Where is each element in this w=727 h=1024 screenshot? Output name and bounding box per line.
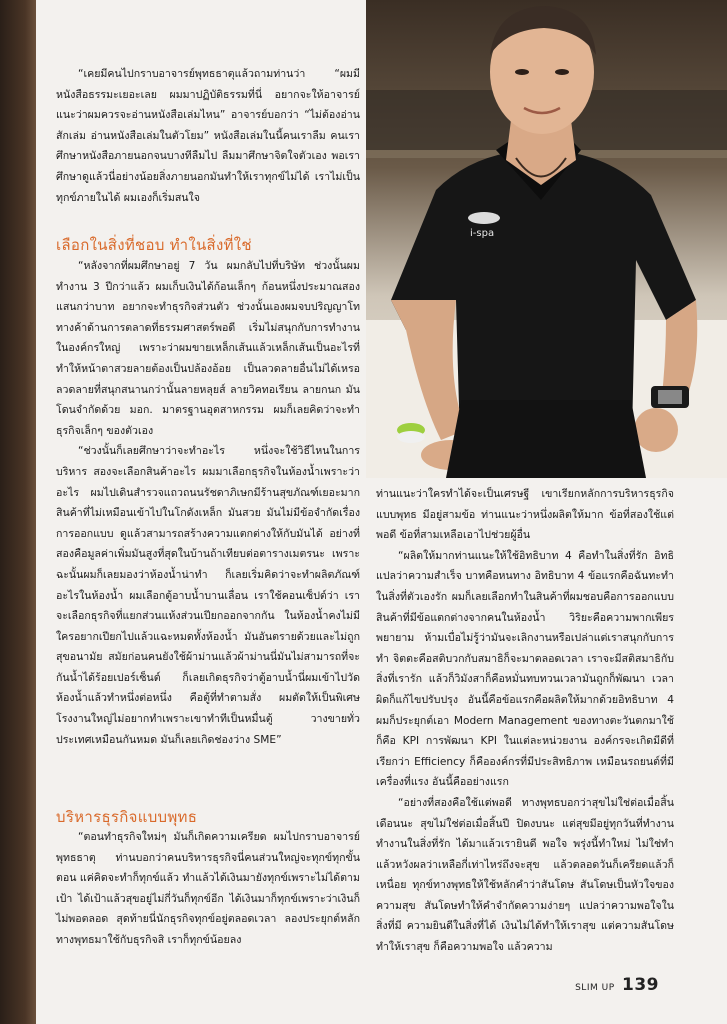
logo-text: i-spa <box>470 228 495 239</box>
intro-column <box>56 64 360 208</box>
section-heading-buddhist-business: บริหารธุรกิจแบบพุทธ <box>56 808 198 826</box>
portrait-illustration <box>366 0 727 478</box>
page-number: 139 <box>622 975 659 995</box>
right-column <box>376 484 674 958</box>
right-paragraph-0: ท่านแนะว่าใครทำได้จะเป็นเศรษฐี เขาเรียกหลักการบริหารธุรกิจแบบพุทธ มีอยู่สามข้อ ท่านแนะว่าหนึ่งผลิตให้มาก ข้อที่สองใช้แต่พอดี ข้อที่สามเหลือเอาไปช่วยผู้อื่น <box>376 488 674 542</box>
section2-paragraph-1: “ตอนทำธุรกิจใหม่ๆ มันก็เกิดความเครียด ผมไปกราบอาจารย์พุทธธาตุ ท่านบอกว่าคนบริหารธุรกิจนี่คนส่วนใหญ่จะทุกข์ทุกขั้นตอน แค่คิดจะทำก็ทุกข์แล้ว ทำแล้วได้เงินมายังทุกข์เพราะไม่ได้ตามเป้า ได้เป้าแล้วสุขอยู่ไม่กี่วันก็ทุกข์อีก ได้เงินมาก็ทุกข์เพราะว่าเงินก็ไม่พอตลอด สุดท้ายนี่นักธุรกิจทุกข์อยู่ตลอดเวลา ลองประยุกต์หลักทางพุทธมาใช้กับธุรกิจสิ เราก็ทุกข์น้อยลง <box>56 831 360 946</box>
section1-paragraph-2: “ช่วงนั้นก็เลยศึกษาว่าจะทำอะไร หนึ่งจะใช้วิธีไหนในการบริหาร สองจะเลือกสินค้าอะไร ผมมาเลือกธุรกิจในห้องน้ำเพราะว่าอะไร ผมไปเดินสำรวจแถวถนนรัชดาภิเษกมีร้านสุขภัณฑ์เยอะมาก สินค้าที่ไม่เหมือนเข้าไปในโกดังเหล็ก มันสวย มันไม่มีข้อจำกัดเรื่องการออกแบบ ดูแล้วสามารถสร้างความแตกต่างให้กับมันได้ อย่างที่สองคือมูลค่าเพิ่มมันสูงที่สุดในบ้านถ้าเทียบต่อตารางเมตรนะ เพราะฉะนั้นผมก็เลยมองว่าห้องน้ำน่าทำ ก็เลยเริ่มคิดว่าจะทำผลิตภัณฑ์อะไรในห้องน้ำ ผมเลือกตู้อาบน้ำบานเลื่อน เราใช้คอนเซ็ปต์ว่า เราจะเลือกธุรกิจที่แยกส่วนแห้งส่วนเปียกออกจากกัน ในห้องน้ำคงไม่มีใครอยากเปียกไปแล้วแฉะหมดทั้งห้องน้ำ มันอันตรายด้วยและไม่ถูกสุขอนามัย สมัยก่อนคนยังใช้ผ้าม่านแล้วผ้าม่านนี่มันไม่สามารถที่จะกันน้ำได้ร้อยเปอร์เซ็นต์ ก็เลยเกิดธุรกิจว่าตู้อาบน้ำนี่ผมเข้าไปวัดห้องน้ำแล้วทำหนึ่งต่อหนึ่ง คือตู้ที่ทำตามสั่ง ผมตัดให้เป็นพิเศษ โรงงานใหญ่ไม่อยากทำเพราะเขาทำทีเป็นหมื่นตู้ วางขายทั่วประเทศเหมือนกันหมด มันก็เลยเกิดช่องว่าง SME” <box>56 445 360 746</box>
intro-paragraph: “เคยมีคนไปกราบอาจารย์พุทธธาตุแล้วถามท่านว่า “ผมมีหนังสือธรรมะเยอะเลย ผมมาปฏิบัติธรรมที่นี่ อยากจะให้อาจารย์แนะว่าผมควรจะอ่านหนังสือเล่มไหน” อาจารย์บอกว่า “ไม่ต้องอ่านสักเล่ม อ่านหนังสือเล่มในตัวโยม” หนังสือเล่มในนี้คนเราลืม คนเราศึกษาหนังสือภายนอกจนบางทีลืมไป ลืมมาศึกษาจิตใจตัวเอง พอเราศึกษาดูแล้วนี่อย่างน้อยสิ่งภายนอกมันทำให้เราทุกข์ไม่ได้ เราไม่เป็นทุกข์ภายในได้ ผมเองก็เริ่มสนใจ <box>56 68 360 204</box>
section2-column <box>56 827 360 951</box>
section-heading-choose: เลือกในสิ่งที่ชอบ ทำในสิ่งที่ใช่ <box>56 236 252 254</box>
section1-paragraph-1: “หลังจากที่ผมศึกษาอยู่ 7 วัน ผมกลับไปที่บริษัท ช่วงนั้นผมทำงาน 3 ปีกว่าแล้ว ผมเก็บเงินได้ก้อนเล็กๆ ก้อนหนึ่งประมาณสองแสนกว่าบาท อยากจะทำธุรกิจส่วนตัว ช่วงนั้นเองผมจบปริญญาโททางค้าด้านการตลาดที่ธรรมศาสตร์พอดี เริ่มไม่สนุกกับการทำงานในองค์กรใหญ่ เพราะว่าผมขายเหล็กเส้นแล้วเหล็กเส้นเป็นอะไรที่ทำให้หน้าตาสวยลายต้องเป็นปล้องอ้อย เป็นลวดลายอื่นไม่ได้เหรอ ลวดลายที่สนุกสนานกว่านั้นลายหลุยส์ ลายวิคทอเรียน ลายกนก มันโดนจำกัดด้วย มอก. มาตรฐานอุตสาหกรรม ผมก็เลยคิดว่าจะทำธุรกิจเล็กๆ ของตัวเอง <box>56 260 360 437</box>
magazine-name: SLIM UP <box>575 983 615 993</box>
right-paragraph-2: “อย่างที่สองคือใช้แต่พอดี ทางพุทธบอกว่าสุขไม่ใช่ต่อเมื่อสิ้นเดือนนะ สุขไม่ใช่ต่อเมื่อสิ้นปี ปิดงบนะ แต่สุขมีอยู่ทุกวันที่ทำงาน ทำงานในสิ่งที่รัก ได้มาแล้วเรายินดี พอใจ พรุ่งนี้ทำใหม่ ไม่ใช่ทำแล้วหวังผลว่าเหลือกี่เท่าไหร่ถึงจะสุข แล้วตลอดวันก็เครียดแล้วก็เหนื่อย ทุกข์ทางพุทธให้ใช้หลักคำว่าสันโดษ สันโดษเป็นหัวใจของความสุข สันโดษทำให้คำจำกัดความง่ายๆ แปลว่าความพอใจในสิ่งที่มี ความยินดีในสิ่งที่ได้ เงินไม่ได้ทำให้เราสุข แต่ความสันโดษทำให้เราสุข ก็คือความพอใจ แล้วความ <box>376 796 674 954</box>
page-footer <box>575 975 659 995</box>
left-photo-strip <box>0 0 36 1024</box>
right-paragraph-1: “ผลิตให้มากท่านแนะให้ใช้อิทธิบาท 4 คือทำในสิ่งที่รัก อิทธิแปลว่าความสำเร็จ บาทคือหนทาง อิทธิบาท 4 ข้อแรกคือฉันทะทำในสิ่งที่ตัวเองรัก ผมก็เลยเลือกทำในสินค้าที่ผมชอบคือการออกแบบ สินค้าที่มีข้อแตกต่างจากคนในห้องน้ำ วิริยะคือความพากเพียรพยายาม ห้ามเบื่อไม่รู้ว่ามันจะเลิกงานหรือเปล่าแต่เราสนุกกับการทำ จิตตะคือสติบวกกับสมาธิก็จะมาตลอดเวลา เราจะมีสติสมาธิกับสิ่งที่เรารัก แล้วก็วิมังสาก็คือหมั่นทบทวนเวลามันถูกก็พัฒนา เวลาผิดก็แก้ไขปรับปรุง อันนี้คือข้อแรกคือผลิตให้มากด้วยอิทธิบาท 4 ผมก็ประยุกต์เอา Modern Management ของทางตะวันตกมาใช้ ก็คือ KPI การพัฒนา KPI ในแต่ละหน่วยงาน องค์กรจะเกิดมีดีที่เรียกว่า Efficiency ก็คือองค์กรที่มีประสิทธิภาพ เหมือนรถยนต์ที่มีเครื่องที่แรง อันนี้คืออย่างแรก <box>376 549 674 789</box>
section1-column <box>56 256 360 750</box>
portrait-photo <box>366 0 727 478</box>
